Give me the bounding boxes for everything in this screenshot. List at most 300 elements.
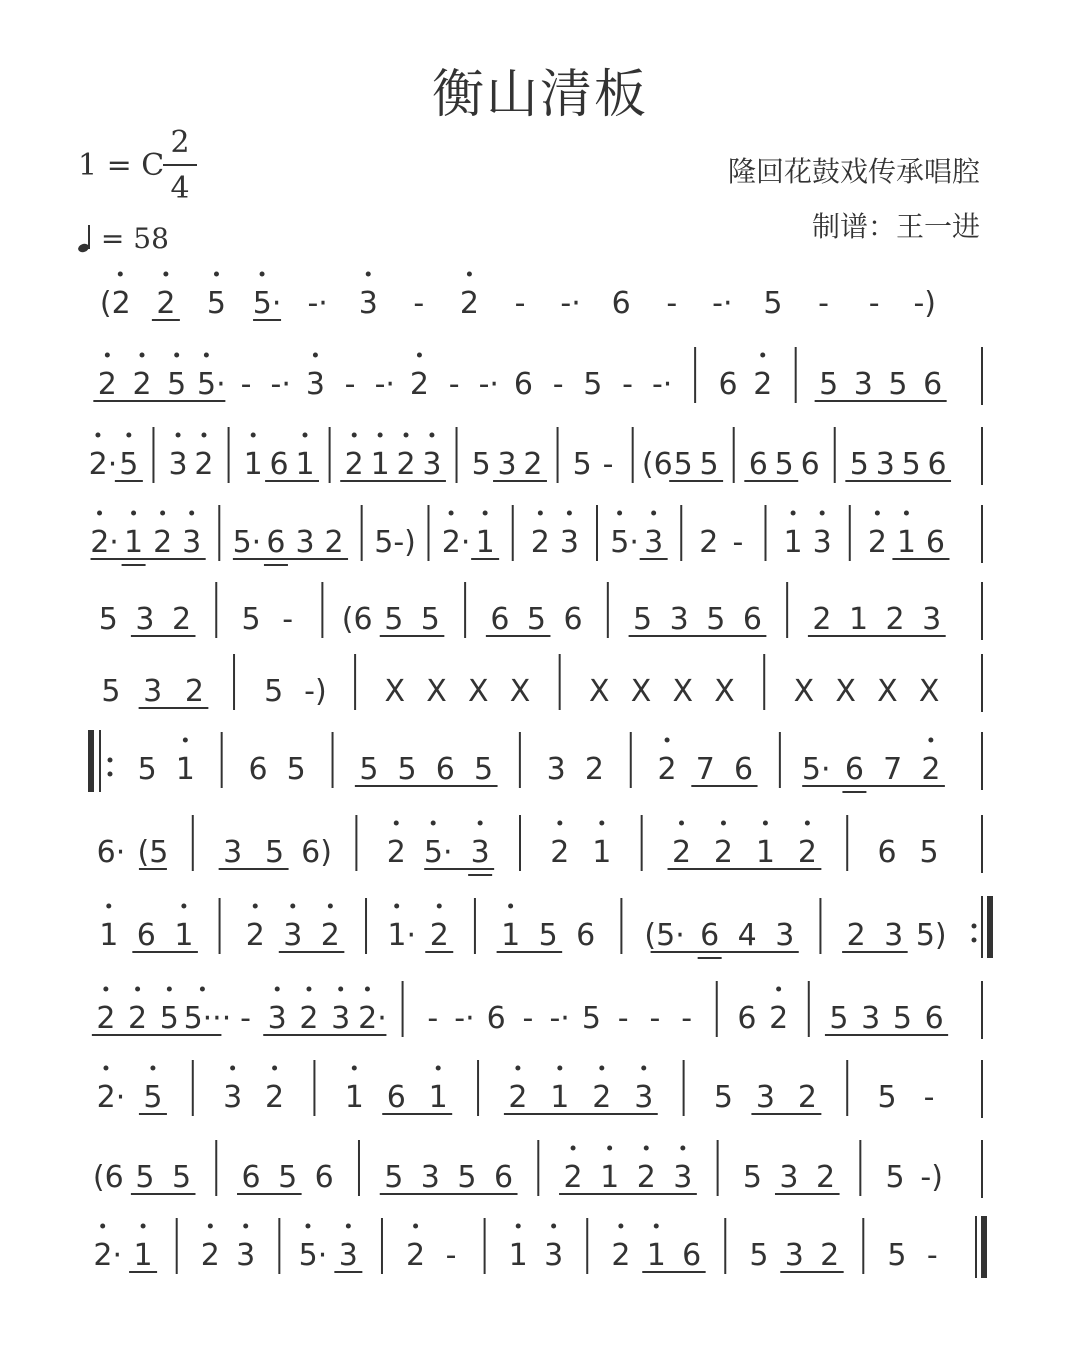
jianpu-note: 2 [797,1080,817,1115]
jianpu-note: X [384,674,406,709]
jianpu-note: 6 [136,918,156,953]
octave-dot [328,904,333,909]
repeat-start-thick-bar [88,730,94,792]
jianpu-note: 1 [133,1238,153,1273]
tempo-value: = 58 [100,222,169,255]
jianpu-note: -· [478,367,499,402]
octave-dot [557,1066,562,1071]
jianpu-note: 6 [493,1160,514,1195]
octave-dot [599,821,604,826]
jianpu-note: - [681,1001,693,1036]
jianpu-note: 5 [819,367,839,402]
jianpu-note: 5 [581,1001,601,1036]
jianpu-note: 2 [194,447,214,482]
jianpu-note: (2 [99,286,131,321]
jianpu-note: 2 [324,525,344,560]
jianpu-note: -· [560,286,581,321]
jianpu-note: 1 [124,525,144,560]
jianpu-note: 3 [422,447,442,482]
jianpu-note: - [666,286,678,321]
octave-dot [820,511,825,516]
jianpu-note: 5 [265,835,285,870]
jianpu-note: 2 [584,752,604,787]
jianpu-note: X [589,674,610,709]
jianpu-note: - [926,1238,938,1273]
jianpu-note: 2 [769,1001,789,1036]
octave-dot [275,987,280,992]
jianpu-note: 2 [508,1080,528,1115]
jianpu-note: 5· [197,367,226,402]
jianpu-note: 6 [682,1238,702,1273]
jianpu-note: (5 [137,835,169,870]
jianpu-note: - [445,1238,457,1273]
jianpu-note: X [509,674,531,709]
octave-dot [449,511,454,516]
octave-dot [290,904,295,909]
jianpu-note: 1 [501,918,521,953]
octave-dot [118,272,123,277]
jianpu-note: 6 [435,752,455,787]
repeat-dot [972,924,977,929]
jianpu-note: 5 [457,1160,477,1195]
jianpu-note: 5 [888,367,908,402]
jianpu-note: 3 [775,918,795,953]
octave-dot [538,511,543,516]
jianpu-note: 5 [919,835,939,870]
octave-dot [100,1224,105,1229]
jianpu-note: 1 [175,752,195,787]
jianpu-note: 1 [755,835,775,870]
jianpu-note: 5 [887,1238,907,1273]
jianpu-note: - [240,1001,251,1036]
jianpu-note: 2 [128,1001,148,1036]
octave-dot [365,987,370,992]
jianpu-note: 6 [248,752,268,787]
octave-dot [378,433,383,438]
jianpu-note: 2 [171,602,192,637]
jianpu-note: 5 [397,752,417,787]
jianpu-note: X [835,674,856,709]
jianpu-note: 6 [386,1080,406,1115]
jianpu-note: 2 [611,1238,631,1273]
jianpu-note: 6 [748,447,768,482]
jianpu-note: 2 [406,1238,426,1273]
jianpu-note: 2 [636,1160,656,1195]
jianpu-note: - [923,1080,935,1115]
jianpu-note: 3 [559,525,579,560]
jianpu-note: 6· [96,835,126,870]
jianpu-note: 1 [243,447,263,482]
jianpu-note: -· [549,1001,570,1036]
jianpu-note: 2 [592,1080,612,1115]
jianpu-note: 1 [550,1080,570,1115]
key-signature: 1 = C [78,148,165,183]
jianpu-note: 2 [245,918,265,953]
jianpu-note: 2 [713,835,734,870]
octave-dot [105,353,110,358]
jianpu-note: 2 [97,367,117,402]
jianpu-note: 2 [563,1160,583,1195]
jianpu-note: 5 [159,1001,179,1036]
octave-dot [160,511,165,516]
jianpu-note: X [793,674,815,709]
octave-dot [516,1224,521,1229]
jianpu-note: X [672,674,694,709]
jianpu-note: 3 [295,525,315,560]
jianpu-note: 2 [671,835,692,870]
octave-dot [431,821,436,826]
jianpu-note: 5··· [183,1001,232,1036]
octave-dot [346,1224,351,1229]
jianpu-note: 2 [820,1238,840,1273]
jianpu-note: 5· [610,525,639,560]
octave-dot [214,272,219,277]
octave-dot [654,1224,659,1229]
octave-dot [183,738,188,743]
jianpu-note: 5 [829,1001,849,1036]
octave-dot [230,1066,235,1071]
jianpu-note: 3 [168,447,188,482]
jianpu-note: 2 [753,367,773,402]
jianpu-note: 1 [600,1160,620,1195]
octave-dot [805,821,810,826]
octave-dot [352,433,357,438]
jianpu-note: -) [304,674,327,709]
jianpu-note: 6 [925,525,946,560]
octave-dot [204,353,209,358]
octave-dot [306,987,311,992]
octave-dot [928,738,933,743]
jianpu-note: 7 [695,752,715,787]
octave-dot [618,1224,623,1229]
jianpu-note: 5 [699,447,719,482]
jianpu-note: 5 [135,1160,155,1195]
jianpu-note: 5 [763,286,783,321]
jianpu-note: 2 [409,367,429,402]
jianpu-note: 6 [737,1001,757,1036]
jianpu-note: 2 [320,918,340,953]
score-credit: 制谱：王一进 [811,210,980,243]
jianpu-note: -· [712,286,733,321]
octave-dot [760,353,765,358]
jianpu-note: 5 [98,602,118,637]
jianpu-note: 2 [299,1001,319,1036]
jianpu-note: 5 [264,674,284,709]
jianpu-note: - [649,1001,661,1036]
jianpu-note: 5 [286,752,306,787]
jianpu-note: 2 [429,918,449,953]
jianpu-note: 1 [592,835,612,870]
jianpu-note: -· [454,1001,475,1036]
jianpu-note: 2· [358,1001,387,1036]
jianpu-note: 5 [901,447,921,482]
jianpu-note: (6 [341,602,373,637]
jianpu-note: 2 [816,1160,836,1195]
jianpu-note: 3 [236,1238,256,1273]
jianpu-note: 2 [921,752,941,787]
jianpu-note: 3 [497,447,517,482]
octave-dot [567,511,572,516]
octave-dot [313,353,318,358]
jianpu-note: 5 [359,752,379,787]
jianpu-note: - [448,367,460,402]
jianpu-note: 2· [96,1080,126,1115]
octave-dot [776,987,781,992]
octave-dot [131,511,136,516]
jianpu-note: 5 [101,674,121,709]
octave-dot [272,1066,277,1071]
jianpu-note: - [602,447,614,482]
jianpu-note: 5 [474,752,494,787]
jianpu-note: (5· [644,918,685,953]
jianpu-note: - [552,367,564,402]
jianpu-note: 6 [733,752,754,787]
jianpu-note: -· [651,367,673,402]
jianpu-note: 5 [171,1160,192,1195]
jianpu-note: 2 [200,1238,220,1273]
jianpu-note: 5 [774,447,794,482]
jianpu-note: -· [374,367,395,402]
jianpu-note: 2· [90,525,119,560]
time-signature-denominator: 4 [170,171,190,206]
jianpu-note: 3 [305,367,325,402]
jianpu-note: 7 [883,752,903,787]
jianpu-note: 5 [471,447,491,482]
jianpu-note: X [877,674,898,709]
time-signature-numerator: 2 [170,125,190,160]
jianpu-note: X [467,674,489,709]
jianpu-note: 2 [530,525,550,560]
jianpu-note: X [714,674,735,709]
octave-dot [551,1224,556,1229]
jianpu-note: 3 [420,1160,440,1195]
jianpu-note: 5· [232,525,262,560]
jianpu-note: 5 [849,447,869,482]
jianpu-note: 2· [88,447,118,482]
jianpu-note: 2· [441,525,471,560]
octave-dot [508,904,513,909]
octave-dot [181,904,186,909]
final-thick-bar [981,1216,987,1278]
jianpu-note: 5 [742,1160,762,1195]
jianpu-note: 3 [143,674,163,709]
jianpu-note: 6 [576,918,596,953]
octave-dot [394,821,399,826]
jianpu-note: 5· [423,835,453,870]
jianpu-note: 1 [475,525,495,560]
jianpu-note: 5 [420,602,440,637]
jianpu-note: 3 [470,835,490,870]
repeat-end-thick-bar [987,896,993,958]
jianpu-note: X [426,674,447,709]
jianpu-note: 5 [538,918,558,953]
octave-dot [394,904,399,909]
jianpu-note: 1 [508,1238,528,1273]
jianpu-note: 6 [877,835,897,870]
jianpu-note: 2 [386,835,406,870]
jianpu-note: 1 [295,447,315,482]
jianpu-note: 1 [896,525,916,560]
octave-dot [140,353,145,358]
jianpu-note: 5 [572,447,592,482]
jianpu-note: 5· [801,752,831,787]
octave-dot [651,511,656,516]
octave-dot [106,904,111,909]
jianpu-note: 1 [174,918,194,953]
jianpu-note: 6 [700,918,720,953]
jianpu-note: 6 [314,1160,334,1195]
jianpu-note: 2 [812,602,832,637]
jianpu-note: 6 [269,447,289,482]
repeat-dot [108,772,113,777]
jianpu-note: 6 [718,367,738,402]
jianpu-note: 2 [867,525,887,560]
octave-dot [413,1224,418,1229]
jianpu-note: 2 [96,1001,116,1036]
jianpu-note: 5· [252,286,282,321]
octave-dot [680,1146,685,1151]
jianpu-note: 1 [783,525,803,560]
jianpu-note: 5 [241,602,261,637]
jianpu-note: 2 [885,602,905,637]
jianpu-note: 1· [387,918,417,953]
score-title: 衡山清板 [431,65,648,125]
octave-dot [253,904,258,909]
jianpu-note: - [617,1001,629,1036]
jianpu-note: 2 [550,835,570,870]
jianpu-note: 6 [241,1160,261,1195]
jianpu-note: - [732,525,744,560]
octave-dot [176,433,181,438]
jianpu-note: 6 [844,752,864,787]
jianpu-note: 5) [915,918,947,953]
jianpu-note: 5 [167,367,187,402]
octave-dot [260,272,265,277]
jianpu-note: 1 [99,918,119,953]
octave-dot [875,511,880,516]
jianpu-note: 5 [706,602,726,637]
jianpu-note: 6 [513,367,534,402]
jianpu-note: 3 [884,918,904,953]
jianpu-note: 2 [396,447,416,482]
jianpu-note: 5 [583,367,603,402]
jianpu-note: 5 [633,602,653,637]
jianpu-note: - [282,602,294,637]
octave-dot [201,433,206,438]
octave-dot [599,1066,604,1071]
jianpu-note: 3 [644,525,664,560]
jianpu-note: 6 [563,602,583,637]
jianpu-note: 2 [797,835,817,870]
jianpu-note: -· [307,286,328,321]
jianpu-note: 5 [137,752,157,787]
octave-dot [103,1066,108,1071]
octave-dot [305,1224,310,1229]
jianpu-note: 3 [784,1238,804,1273]
octave-dot [791,511,796,516]
octave-dot [200,987,205,992]
jianpu-note: 3 [223,835,243,870]
jianpu-note: 3 [755,1080,775,1115]
octave-dot [429,433,434,438]
jianpu-note: 3 [182,525,202,560]
score-subtitle: 隆回花鼓戏传承唱腔 [727,155,980,188]
octave-dot [303,433,308,438]
octave-dot [141,1224,146,1229]
octave-dot [97,511,102,516]
jianpu-note: (6 [641,447,673,482]
octave-dot [103,987,108,992]
jianpu-note: - [344,367,356,402]
jianpu-note: - [622,367,633,402]
jianpu-note: 3 [812,525,832,560]
jianpu-note: - [240,367,252,402]
octave-dot [515,1066,520,1071]
jianpu-note: 3 [853,367,873,402]
jianpu-note: 3 [779,1160,799,1195]
jianpu-note: 5 [713,1080,734,1115]
jianpu-note: 3 [861,1001,881,1036]
jianpu-note: 3 [338,1238,358,1273]
octave-dot [557,821,562,826]
jianpu-note: 2 [153,525,173,560]
jianpu-note: 2 [523,447,543,482]
jianpu-note: 5 [749,1238,769,1273]
octave-dot [208,1224,213,1229]
jianpu-note: 6 [923,367,943,402]
octave-dot [763,821,768,826]
jianpu-note: 6) [301,835,332,870]
jianpu-note: - [868,286,880,321]
jianpu-note: 2· [93,1238,123,1273]
octave-dot [607,1146,612,1151]
jianpu-note: 1 [848,602,869,637]
jianpu-note: 2 [156,286,176,321]
octave-dot [174,353,179,358]
jianpu-note: 1 [344,1080,364,1115]
jianpu-note: 6 [490,602,510,637]
jianpu-note: 2 [344,447,364,482]
jianpu-note: 1 [428,1080,448,1115]
octave-dot [366,272,371,277]
jianpu-note: - [427,1001,439,1036]
jianpu-note: 6 [800,447,820,482]
jianpu-note: 3 [875,447,895,482]
jianpu-note: - [522,1001,534,1036]
jianpu-note: 3 [544,1238,564,1273]
jianpu-note: 2 [265,1080,285,1115]
jianpu-note: (6 [92,1160,124,1195]
repeat-dot [972,938,977,943]
octave-dot [644,1146,649,1151]
jianpu-note: 5 [119,447,139,482]
jianpu-note: 5 [206,286,227,321]
octave-dot [135,987,140,992]
jianpu-note: 2 [699,525,719,560]
jianpu-note: -) [920,1160,943,1195]
jianpu-note: 5 [384,602,404,637]
octave-dot [404,433,409,438]
octave-dot [571,1146,576,1151]
jianpu-note: 3 [634,1080,654,1115]
octave-dot [721,821,726,826]
octave-dot [243,1224,248,1229]
jianpu-note: 5 [892,1001,912,1036]
octave-dot [352,1066,357,1071]
octave-dot [126,433,131,438]
jianpu-note: 5 [143,1080,163,1115]
jianpu-note: 5 [673,447,693,482]
